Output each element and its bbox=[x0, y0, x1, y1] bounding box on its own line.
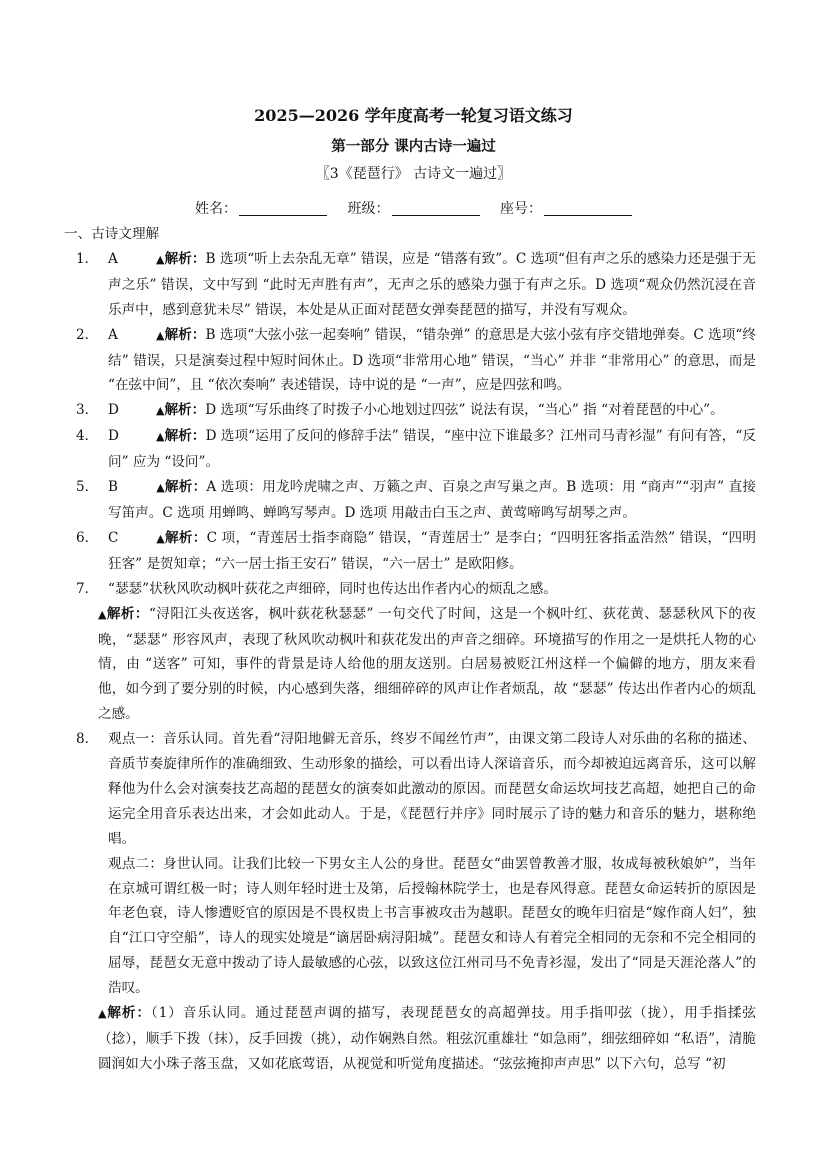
item-number: 1． bbox=[76, 250, 99, 267]
triangle-icon: ▲ bbox=[98, 607, 107, 621]
item-answer: A bbox=[108, 326, 118, 343]
item-answer: D bbox=[108, 428, 119, 445]
item-answer: C bbox=[108, 529, 119, 546]
item-analysis: “浔阳江头夜送客，枫叶荻花秋瑟瑟” 一句交代了时间，这是一个枫叶红、荻花黄、瑟瑟秋风下的夜晚，“瑟瑟” 形容风声，表现了秋风吹动枫叶和荻花发出的声音之细碎。环境描写的作用之一是烘托人物的心情，由 “送客” 可知，事件的背景是诗人给他的朋友送别。白居易被贬江州这样一个偏僻的地方，朋友来看他，如今到了要分别的时候，内心感到失落，细细碎碎的风声让作者烦乱，故 “瑟瑟” 传达出作者内心的烦乱之感。 bbox=[98, 605, 757, 723]
answer-item-8 bbox=[76, 727, 756, 852]
triangle-icon: ▲ bbox=[156, 531, 166, 545]
item-number: 3． bbox=[76, 402, 99, 419]
document-title: 2025—2026 学年度高考一轮复习语文练习 bbox=[254, 106, 573, 125]
item-answer: D bbox=[108, 402, 119, 419]
viewpoint-2: 观点二：身世认同。让我们比较一下男女主人公的身世。琵琶女“曲罢曾教善才服，妆成每被秋娘妒”，当年在京城可谓红极一时；诗人则年轻时进士及第，后授翰林院学士，也是春风得意。琵琶女命运转折的原因是年老色衰，诗人惨遭贬官的原因是不畏权贵上书言事被攻击为越职。琵琶女的晚年归宿是“嫁作商人妇”，独自“江口守空船”，诗人的现实处境是“谪居卧病浔阳城”。琵琶女和诗人有着完全相同的无奈和不完全相同的屈辱，琵琶女无意中拨动了诗人最敏感的心弦，以致这位江州司马不免青衫湿，发出了“同是天涯沦落人”的浩叹。 bbox=[108, 855, 756, 997]
seat-blank[interactable] bbox=[544, 199, 632, 216]
item-analysis: （1）音乐认同。通过琵琶声调的描写，表现琵琶女的高超弹技。用手指叩弦（拢），用手指揉弦（捻），顺手下拨（抹），反手回拨（挑），动作娴熟自然。粗弦沉重雄壮 “如急雨”，细弦细碎如 “私语”，清脆圆润如大小珠子落玉盘，又如花底莺语，从视觉和听觉角度描述。“弦弦掩抑声声思” 以下六句，总写 “初 bbox=[98, 1005, 756, 1072]
class-blank[interactable] bbox=[392, 199, 480, 216]
triangle-icon: ▲ bbox=[156, 481, 165, 495]
answer-item-5: 5． B ▲解析：A 选项：用龙吟虎啸之声、万籁之声、百泉之声写巢之声。B 选项：用 “商声”“羽声” 直接写笛声。C 选项 用蝉鸣、蝉鸣写琴声。D 选项 用敲击白玉之声、黄莺啼鸣写胡琴之声。 bbox=[76, 475, 756, 526]
lesson-heading: 〖3《琵琶行》 古诗文一遍过〗 bbox=[315, 166, 512, 182]
analysis-label: 解析 bbox=[164, 479, 193, 496]
analysis-label: 解析 bbox=[164, 250, 192, 267]
analysis-label: 解析 bbox=[164, 326, 192, 343]
item-number: 6． bbox=[76, 529, 99, 546]
triangle-icon: ▲ bbox=[156, 328, 165, 342]
seat-label: 座号： bbox=[499, 201, 542, 217]
answer-item-4: 4． D ▲解析：D 选项“运用了反问的修辞手法” 错误，“座中泣下谁最多？江州司马青衫湿” 有问有答，“反问” 应为 “设问”。 bbox=[76, 424, 756, 475]
item-number: 4． bbox=[76, 428, 99, 445]
triangle-icon: ▲ bbox=[156, 404, 165, 418]
item-number: 7． bbox=[76, 580, 99, 597]
name-blank[interactable] bbox=[239, 199, 327, 216]
item-answer: A bbox=[108, 250, 118, 267]
item-8-analysis: ▲解析：（1）音乐认同。通过琵琶声调的描写，表现琵琶女的高超弹技。用手指叩弦（拢），用手指揉弦（捻），顺手下拨（抹），反手回拨（挑），动作娴熟自然。粗弦沉重雄壮 “如急雨”，细弦细碎如 “私语”，清脆圆润如大小珠子落玉盘，又如花底莺语，从视觉和听觉角度描述。“弦弦掩抑声声思” 以下六句，总写 “初 bbox=[98, 1005, 756, 1072]
part-heading: 第一部分 课内古诗一遍过 bbox=[331, 138, 496, 155]
item-number: 5． bbox=[76, 479, 99, 496]
name-field[interactable] bbox=[195, 198, 327, 220]
answer-item-6: 6． C ▲解析：C 项，“青莲居士指李商隐” 错误，“青莲居士” 是李白；“四明狂客指孟浩然” 错误，“四明狂客” 是贺知章；“六一居士指王安石” 错误，“六一居士” 是欧阳修。 bbox=[76, 526, 756, 577]
item-analysis: A 选项：用龙吟虎啸之声、万籁之声、百泉之声写巢之声。B 选项：用 “商声”“羽声” 直接写笛声。C 选项 用蝉鸣、蝉鸣写琴声。D 选项 用敲击白玉之声、黄莺啼鸣写胡琴之声。 bbox=[108, 479, 757, 521]
answer-item-1: 1． A ▲解析：B 选项“听上去杂乱无章” 错误，应是 “错落有致”。C 选项“但有声之乐的感染力还是强于无声之乐” 错误，文中写到 “此时无声胜有声”，无声之乐的感染力强于有声之乐。D 选项“观众仍然沉浸在音乐声中，感到意犹未尽” 错误，本处是从正面对琵琶女弹奏琵琶的描写，并没有写观众。 bbox=[76, 247, 756, 323]
seat-field[interactable] bbox=[500, 198, 632, 220]
item-analysis: C 项，“青莲居士指李商隐” 错误，“青莲居士” 是李白；“四明狂客指孟浩然” 错误，“四明狂客” 是贺知章；“六一居士指王安石” 错误，“六一居士” 是欧阳修。 bbox=[108, 529, 757, 572]
item-7-analysis: ▲解析：“浔阳江头夜送客，枫叶荻花秋瑟瑟” 一句交代了时间，这是一个枫叶红、荻花黄、瑟瑟秋风下的夜晚，“瑟瑟” 形容风声，表现了秋风吹动枫叶和荻花发出的声音之细碎。环境描写的作用之一是烘托人物的心情，由 “送客” 可知，事件的背景是诗人给他的朋友送别。白居易被贬江州这样一个偏僻的地方，朋友来看他，如今到了要分别的时候，内心感到失落，细细碎碎的风声让作者烦乱，故 “瑟瑟” 传达出作者内心的烦乱之感。 bbox=[98, 605, 757, 723]
analysis-label: 解析 bbox=[107, 1005, 137, 1022]
answer-content bbox=[64, 222, 757, 1077]
answer-item-7 bbox=[76, 577, 756, 602]
answer-item-3: 3． D ▲解析：D 选项“写乐曲终了时拨子小心地划过四弦” 说法有误，“当心” 指 “对着琵琶的中心”。 bbox=[76, 398, 756, 424]
class-label: 班级： bbox=[347, 201, 390, 217]
item-answer: B bbox=[108, 479, 118, 496]
item-number: 2． bbox=[76, 326, 99, 343]
analysis-label: 解析 bbox=[106, 605, 135, 622]
item-answer: “瑟瑟”状秋风吹动枫叶荻花之声细碎，同时也传达出作者内心的烦乱之感。 bbox=[108, 580, 557, 597]
triangle-icon: ▲ bbox=[98, 1007, 108, 1021]
answer-item-2: 2． A ▲解析：B 选项“大弦小弦一起奏响” 错误，“错杂弹” 的意思是大弦小弦有序交错地弹奏。C 选项“终结” 错误，只是演奏过程中短时间休止。D 选项“非常用心地” 错误，“当心” 并非 “非常用心” 的意思，而是 “在弦中间”，且 “依次奏响” 表述错误，诗中说的是 “一声”，应是四弦和鸣。 bbox=[76, 323, 756, 399]
item-analysis: B 选项“听上去杂乱无章” 错误，应是 “错落有致”。C 选项“但有声之乐的感染力还是强于无声之乐” 错误，文中写到 “此时无声胜有声”，无声之乐的感染力强于有声之乐。D 选项“观众仍然沉浸在音乐声中，感到意犹未尽” 错误，本处是从正面对琵琶女弹奏琵琶的描写，并没有写观众。 bbox=[108, 250, 757, 318]
analysis-label: 解析 bbox=[165, 529, 193, 546]
name-label: 姓名： bbox=[195, 201, 238, 217]
class-field[interactable] bbox=[348, 198, 480, 220]
triangle-icon: ▲ bbox=[156, 430, 165, 444]
section-heading: 一、古诗文理解 bbox=[64, 226, 160, 242]
item-analysis: D 选项“运用了反问的修辞手法” 错误，“座中泣下谁最多？江州司马青衫湿” 有问有答，“反问” 应为 “设问”。 bbox=[108, 428, 757, 471]
analysis-label: 解析 bbox=[164, 428, 192, 445]
item-number: 8． bbox=[76, 731, 99, 748]
item-analysis: B 选项“大弦小弦一起奏响” 错误，“错杂弹” 的意思是大弦小弦有序交错地弹奏。C 选项“终结” 错误，只是演奏过程中短时间休止。D 选项“非常用心地” 错误，“当心” 并非 “非常用心” 的意思，而是 “在弦中间”，且 “依次奏响” 表述错误，诗中说的是 “一声”，应是四弦和鸣。 bbox=[108, 326, 757, 394]
triangle-icon: ▲ bbox=[156, 252, 165, 266]
student-info-row bbox=[0, 198, 827, 220]
item-analysis: D 选项“写乐曲终了时拨子小心地划过四弦” 说法有误，“当心” 指 “对着琵琶的中心”。 bbox=[205, 402, 724, 419]
analysis-label: 解析 bbox=[164, 402, 192, 419]
viewpoint-1: 观点一：音乐认同。首先看“浔阳地僻无音乐，终岁不闻丝竹声”，由课文第二段诗人对乐曲的名称的描述、音质节奏旋律所作的准确细致、生动形象的描绘，可以看出诗人深谙音乐，而今却被迫远离音乐，这可以解释他为什么会对演奏技艺高超的琵琶女的演奏如此激动的原因。而琵琶女命运坎坷技艺高超，她把自己的命运完全用音乐表达出来，才会如此动人。于是，《琵琶行并序》同时展示了诗的魅力和音乐的魅力，堪称绝唱。 bbox=[108, 731, 756, 847]
